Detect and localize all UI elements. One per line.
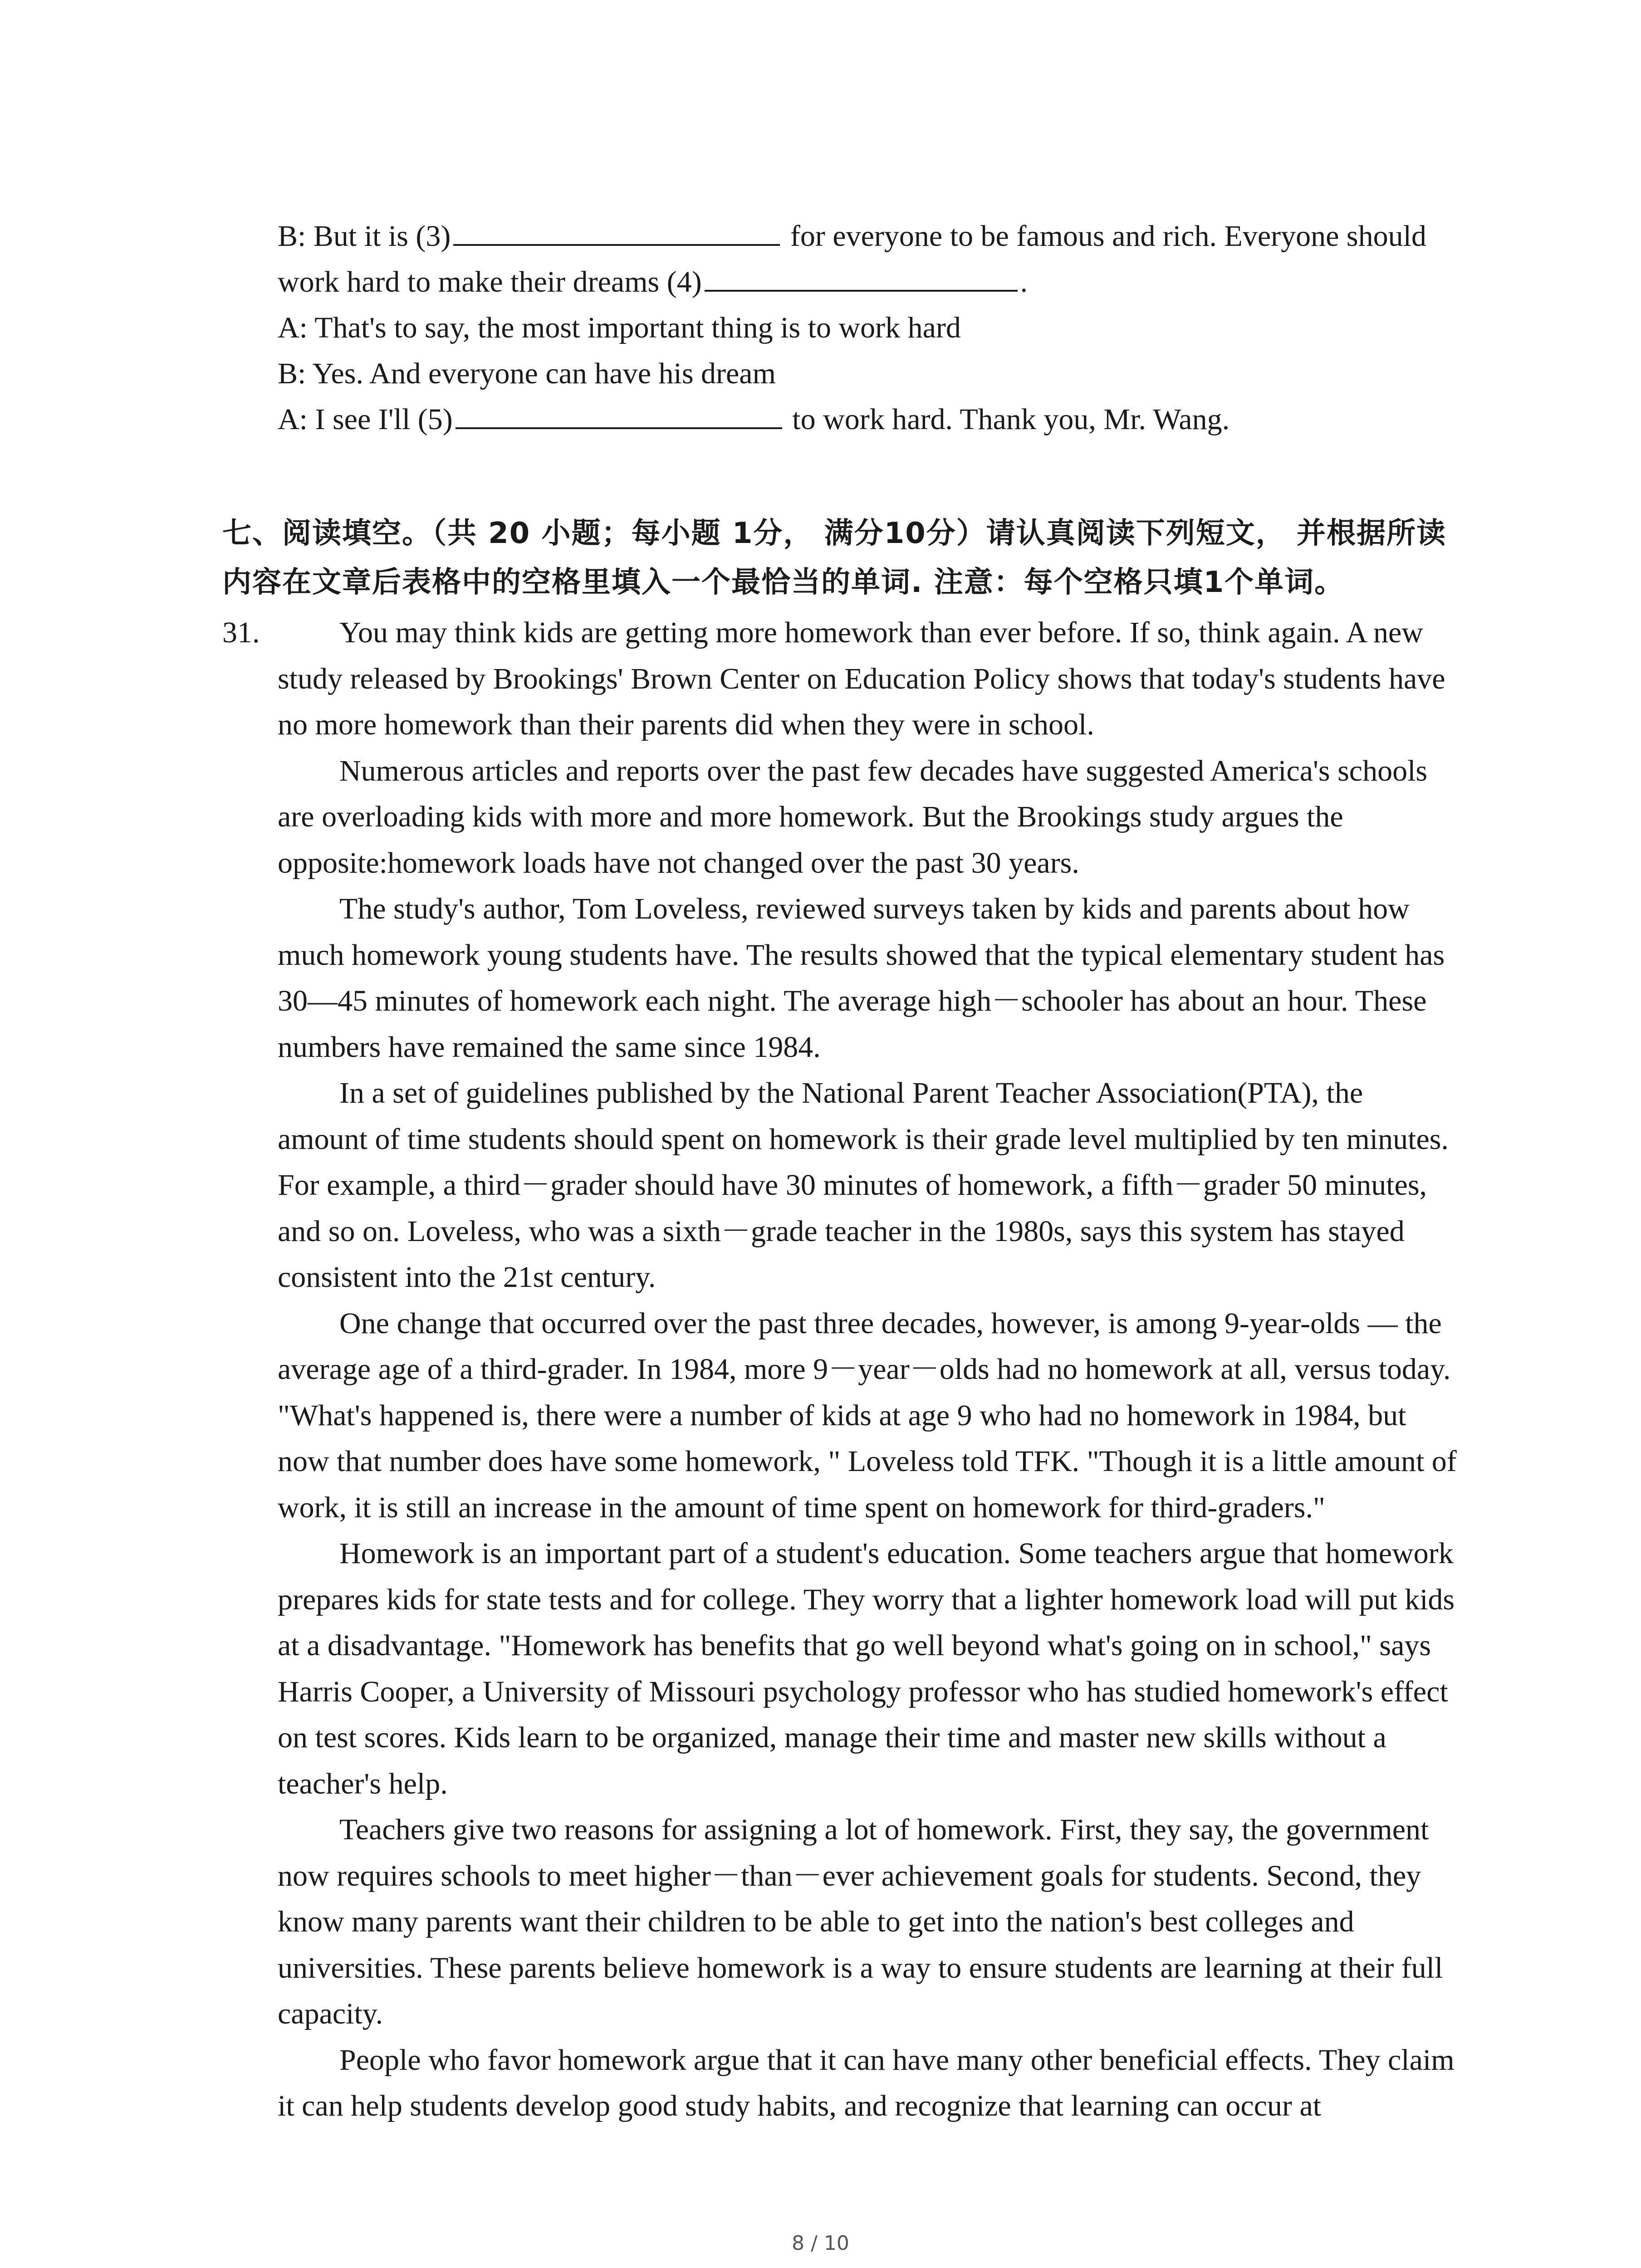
dialogue-line-5-suffix: to work hard. Thank you, Mr. Wang. (792, 403, 1230, 436)
passage-paragraph: Teachers give two reasons for assigning a lot of homework. First, they say, the government now requires schools to meet higher－than－ever achievement goals for students. Second, they know many parents want their children to be able to get into the nation's best colleges and universities. These parents believe homework is a way to ensure students are learning at their full capacity. (278, 1813, 1443, 2030)
passage-paragraph: In a set of guidelines published by the National Parent Teacher Association(PTA), the amount of time students should spent on homework is their grade level multiplied by ten minutes. For example, a third－grader should have 30 minutes of homework, a fifth－grader 50 minutes, and so on. Loveless, who was a sixth－grade teacher in the 1980s, says this system has stayed consistent into the 21st century. (278, 1076, 1449, 1294)
dialogue-line-3: A: That's to say, the most important thing is to work hard (278, 311, 961, 344)
section-heading: 七、阅读填空。（共 20 小题；每小题 1分， 满分10分）请认真阅读下列短文， 并根据所读内容在文章后表格中的空格里填入一个最恰当的单词. 注意：每个空格只填1个单词。 (222, 517, 1447, 599)
passage-paragraph: You may think kids are getting more homework than ever before. If so, think again. A new study released by Brookings' Brown Center on Education Policy shows that today's students have no more homework than their parents did when they were in school. (278, 616, 1445, 741)
answer-blank-4[interactable] (705, 263, 1018, 292)
passage-paragraph: Homework is an important part of a student's education. Some teachers argue that homework prepares kids for state tests and for college. They worry that a lighter homework load will put kids at a disadvantage. "Homework has benefits that go well beyond what's going on in school," says Harris Cooper, a University of Missouri psychology professor who has studied homework's effect on test scores. Kids learn to be organized, manage their time and master new skills without a teacher's help. (278, 1537, 1455, 1800)
passage-paragraph: One change that occurred over the past three decades, however, is among 9-year-olds — the average age of a third-grader. In 1984, more 9－year－olds had no homework at all, versus today. "What's happened is, there were a number of kids at age 9 who had no homework in 1984, but now that number does have some homework, " Loveless told TFK. "Though it is a little amount of work, it is still an increase in the amount of time spent on homework for third-graders." (278, 1306, 1457, 1524)
dialogue-line-5-prefix: A: I see I'll (5) (278, 403, 453, 436)
dialogue-block (278, 213, 1503, 442)
answer-blank-3[interactable] (453, 217, 780, 246)
question-number: 31. (222, 616, 260, 649)
dialogue-line-5 (278, 396, 1503, 442)
passage-paragraph: The study's author, Tom Loveless, reviewed surveys taken by kids and parents about how much homework young students have. The results showed that the typical elementary student has 30—45 minutes of homework each night. The average high－schooler has about an hour. These numbers have remained the same since 1984. (278, 892, 1445, 1064)
dialogue-line-2 (278, 259, 1503, 305)
dialogue-line-4: B: Yes. And everyone can have his dream (278, 357, 776, 390)
dialogue-line-1-suffix: for everyone to be famous and rich. Everyone should (790, 220, 1426, 253)
answer-blank-5[interactable] (456, 400, 782, 429)
passage-paragraph: People who favor homework argue that it can have many other beneficial effects. They claim it can help students develop good study habits, and recognize that learning can occur at (278, 2043, 1455, 2122)
page-number: 8 / 10 (792, 2232, 849, 2255)
passage-paragraph: Numerous articles and reports over the past few decades have suggested America's schools are overloading kids with more and more homework. But the Brookings study argues the opposite:homework loads have not changed over the past 30 years. (278, 754, 1428, 880)
dialogue-line-2-prefix: work hard to make their dreams (4) (278, 265, 702, 298)
dialogue-line-1 (278, 213, 1503, 259)
dialogue-line-2-suffix: . (1020, 265, 1028, 298)
reading-passage (278, 610, 1457, 2129)
dialogue-line-1-prefix: B: But it is (3) (278, 220, 451, 253)
